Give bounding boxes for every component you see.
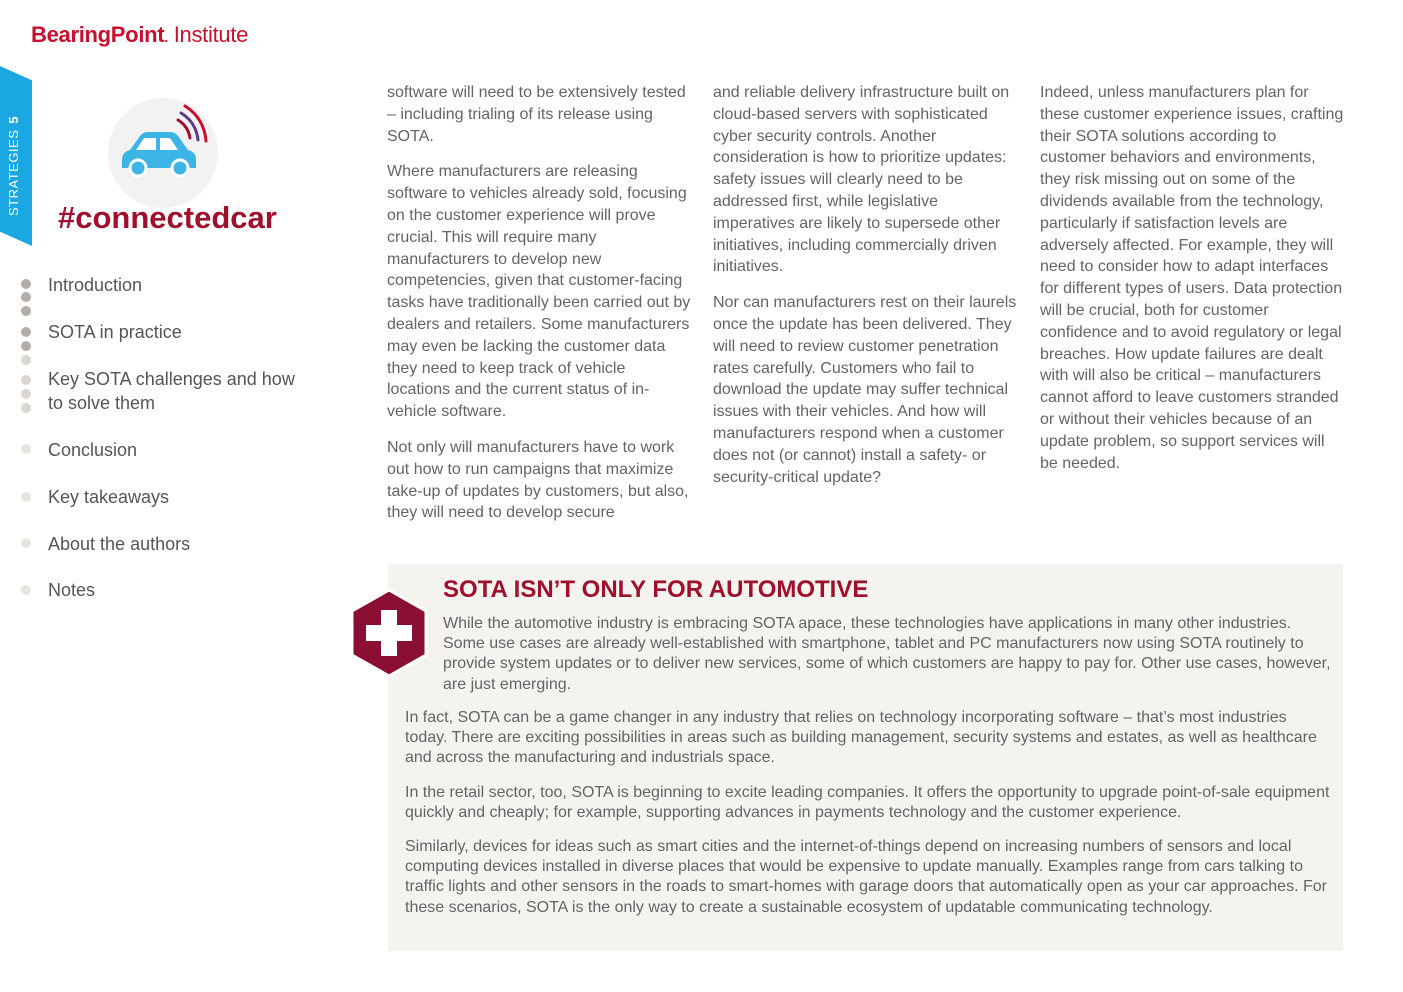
- section-number: 5: [6, 115, 21, 124]
- callout-paragraph-3: [405, 783, 1333, 823]
- callout-title: SOTA ISN’T ONLY FOR AUTOMOTIVE: [443, 576, 869, 603]
- paragraph: While the automotive industry is embracing SOTA apace, these technologies have applications in many other industries. Some use cases are already well-established with smartphone, tablet and PC manufacturers now using SOTA routinely to provide system updates or to deliver new services, some of which customers are happy to pay for. Other use cases, however, are just emerging.: [443, 615, 1331, 693]
- nav-dot: [21, 306, 31, 316]
- body-column-2: [713, 82, 1023, 502]
- paragraph: Nor can manufacturers rest on their laurels once the update has been delivered. They will need to review customer penetration rates carefully. Customers who fail to download the update may suffer technical issues with their vehicles. And how will manufacturers respond when a customer does not (or cannot) install a safety- or security-critical update?: [713, 294, 1017, 486]
- paragraph: and reliable delivery infrastructure built on cloud-based servers with sophisticated cyber security controls. Another consideration is how to prioritize updates: safety issues will clearly need to be addressed first, while legislative imperatives are likely to supersede other initiatives, including commercially driven initiatives.: [713, 84, 1010, 276]
- brand-dot: .: [164, 29, 168, 45]
- nav-dot: [21, 341, 31, 351]
- nav-dot: [21, 585, 31, 595]
- nav-key-takeaways[interactable]: Key takeaways: [48, 487, 170, 507]
- nav-dot: [21, 292, 31, 302]
- brand-logo: [31, 22, 248, 48]
- nav-about-the-authors[interactable]: About the authors: [48, 534, 191, 554]
- body-column-3: [1040, 82, 1346, 488]
- hashtag-title: #connectedcar: [58, 200, 277, 235]
- nav-dot: [21, 444, 31, 454]
- brand-suffix: Institute: [167, 22, 249, 47]
- nav-key-sota-challenges[interactable]: Key SOTA challenges and how: [48, 369, 295, 389]
- nav-sota-in-practice[interactable]: SOTA in practice: [48, 322, 182, 342]
- nav-key-sota-challenges-line2[interactable]: to solve them: [48, 393, 156, 413]
- nav-dot: [21, 538, 31, 548]
- brand-name: BearingPoint: [31, 22, 165, 47]
- nav-dot: [21, 492, 31, 502]
- paragraph: In fact, SOTA can be a game changer in any industry that relies on technology incorporating software – that’s most industries today. There are exciting possibilities in areas such as building management, security systems and estates, as well as healthcare and across the manufacturing and industrials space.: [405, 709, 1317, 767]
- paragraph: In the retail sector, too, SOTA is beginning to excite leading companies. It offers the opportunity to upgrade point-of-sale equipment quickly and cheaply; for example, supporting advances in payments technology and the customer experience.: [405, 784, 1330, 822]
- callout-paragraph-1: [443, 614, 1333, 695]
- paragraph: Not only will manufacturers have to work out how to run campaigns that maximize take-up of updates by customers, but also, they will need to develop secure: [387, 438, 689, 522]
- body-column-1: [387, 82, 692, 538]
- paragraph: software will need to be extensively tested – including trialing of its release using SOTA.: [387, 84, 686, 145]
- nav-dot: [21, 327, 31, 337]
- nav-introduction[interactable]: Introduction: [48, 275, 143, 295]
- paragraph: Indeed, unless manufacturers plan for these customer experience issues, crafting their SOTA solutions according to customer behaviors and environments, they risk missing out on some of the dividends available from the technology, particularly if satisfaction levels are adversely affected. For example, they will need to consider how to adapt interfaces for different types of users. Data protection will be crucial, both for customer confidence and to avoid regulatory or legal breaches. How update failures are dealt with will also be critical – manufacturers cannot afford to leave customers stranded or without their vehicles because of an update problem, so support services will be needed.: [1040, 84, 1344, 472]
- plus-hexagon-icon: [350, 588, 428, 678]
- section-name: STRATEGIES: [6, 129, 21, 216]
- section-tab-label: [6, 116, 21, 216]
- paragraph: Similarly, devices for ideas such as smart cities and the internet-of-things depend on increasing numbers of sensors and local computing devices installed in diverse places that would be expensive to update manually. Examples range from cars talking to traffic lights and other sensors in the roads to smart-homes with garage doors that automatically open as your car approaches. For these scenarios, SOTA is the only way to create a sustainable ecosystem of updatable communicating technology.: [405, 838, 1327, 916]
- callout-paragraph-2: [405, 708, 1333, 769]
- nav-dot: [21, 375, 31, 385]
- paragraph: Where manufacturers are releasing software to vehicles already sold, focusing on the customer experience will prove crucial. This will require many manufacturers to develop new competencies, given that customer-facing tasks have traditionally been carried out by dealers and retailers. Some manufacturers may even be lacking the customer data they need to keep track of vehicle locations and the current status of in-vehicle software.: [387, 163, 691, 421]
- nav-dot: [21, 279, 31, 289]
- nav-dot: [21, 355, 31, 365]
- connected-car-icon: [108, 98, 218, 208]
- callout-paragraph-4: [405, 837, 1333, 918]
- nav-dot: [21, 389, 31, 399]
- nav-notes[interactable]: Notes: [48, 580, 96, 600]
- nav-dot: [21, 403, 31, 413]
- nav-conclusion[interactable]: Conclusion: [48, 440, 138, 460]
